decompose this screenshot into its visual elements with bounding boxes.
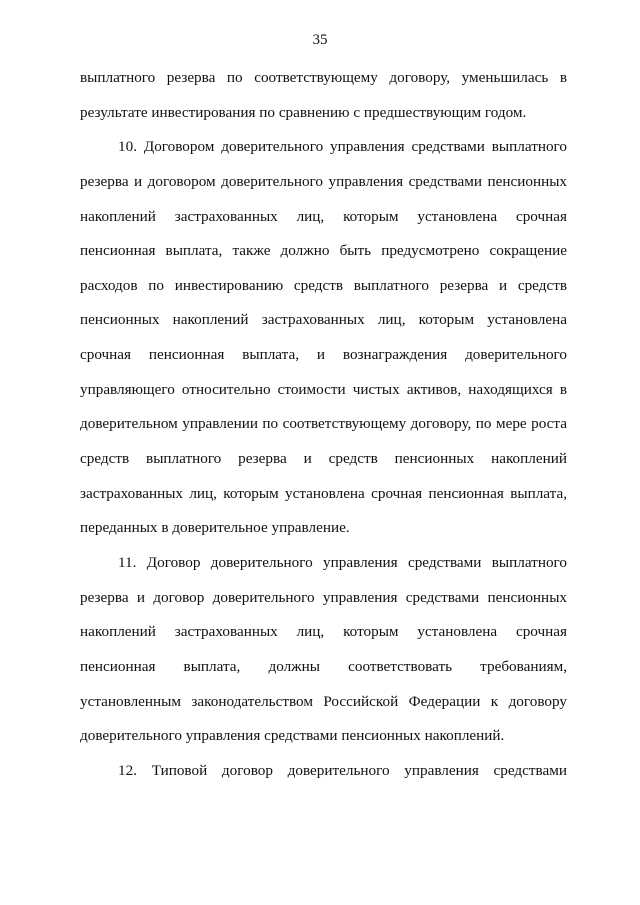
paragraph-line: 10. Договором доверительного управления средствами выплатного (118, 138, 567, 156)
paragraph-line: управляющего относительно стоимости чистых активов, находящихся в (80, 380, 567, 398)
paragraph-line: доверительном управлении по соответствующему договору, по мере роста (80, 415, 567, 433)
paragraph-line: пенсионная выплата, также должно быть предусмотрено сокращение (80, 242, 567, 260)
paragraph-line: расходов по инвестированию средств выплатного резерва и средств (80, 276, 567, 294)
paragraph-line: установленным законодательством Российской Федерации к договору (80, 692, 567, 710)
paragraph-line: пенсионная выплата, должны соответствовать требованиям, (80, 657, 567, 675)
paragraph-line: средств выплатного резерва и средств пенсионных накоплений (80, 450, 567, 468)
paragraph-line: пенсионных накоплений застрахованных лиц, которым установлена (80, 311, 567, 329)
document-body (80, 64, 567, 791)
paragraph-line: резерва и договор доверительного управления средствами пенсионных (80, 588, 567, 606)
paragraph-line: срочная пенсионная выплата, и вознаграждения доверительного (80, 346, 567, 364)
paragraph-line: результате инвестирования по сравнению с предшествующим годом. (80, 103, 527, 121)
paragraph-line: доверительного управления средствами пенсионных накоплений. (80, 727, 505, 745)
paragraph-line: накоплений застрахованных лиц, которым установлена срочная (80, 207, 567, 225)
paragraph-line: резерва и договором доверительного управления средствами пенсионных (80, 172, 567, 190)
paragraph-line: выплатного резерва по соответствующему договору, уменьшилась в (80, 69, 567, 86)
paragraph-line: переданных в доверительное управление. (80, 519, 350, 537)
paragraph-line: 11. Договор доверительного управления средствами выплатного (118, 553, 567, 571)
paragraph-line: 12. Типовой договор доверительного управления средствами (118, 761, 567, 779)
paragraph-line: накоплений застрахованных лиц, которым установлена срочная (80, 623, 567, 641)
paragraph-line: застрахованных лиц, которым установлена срочная пенсионная выплата, (80, 484, 567, 502)
page-number: 35 (312, 32, 328, 48)
